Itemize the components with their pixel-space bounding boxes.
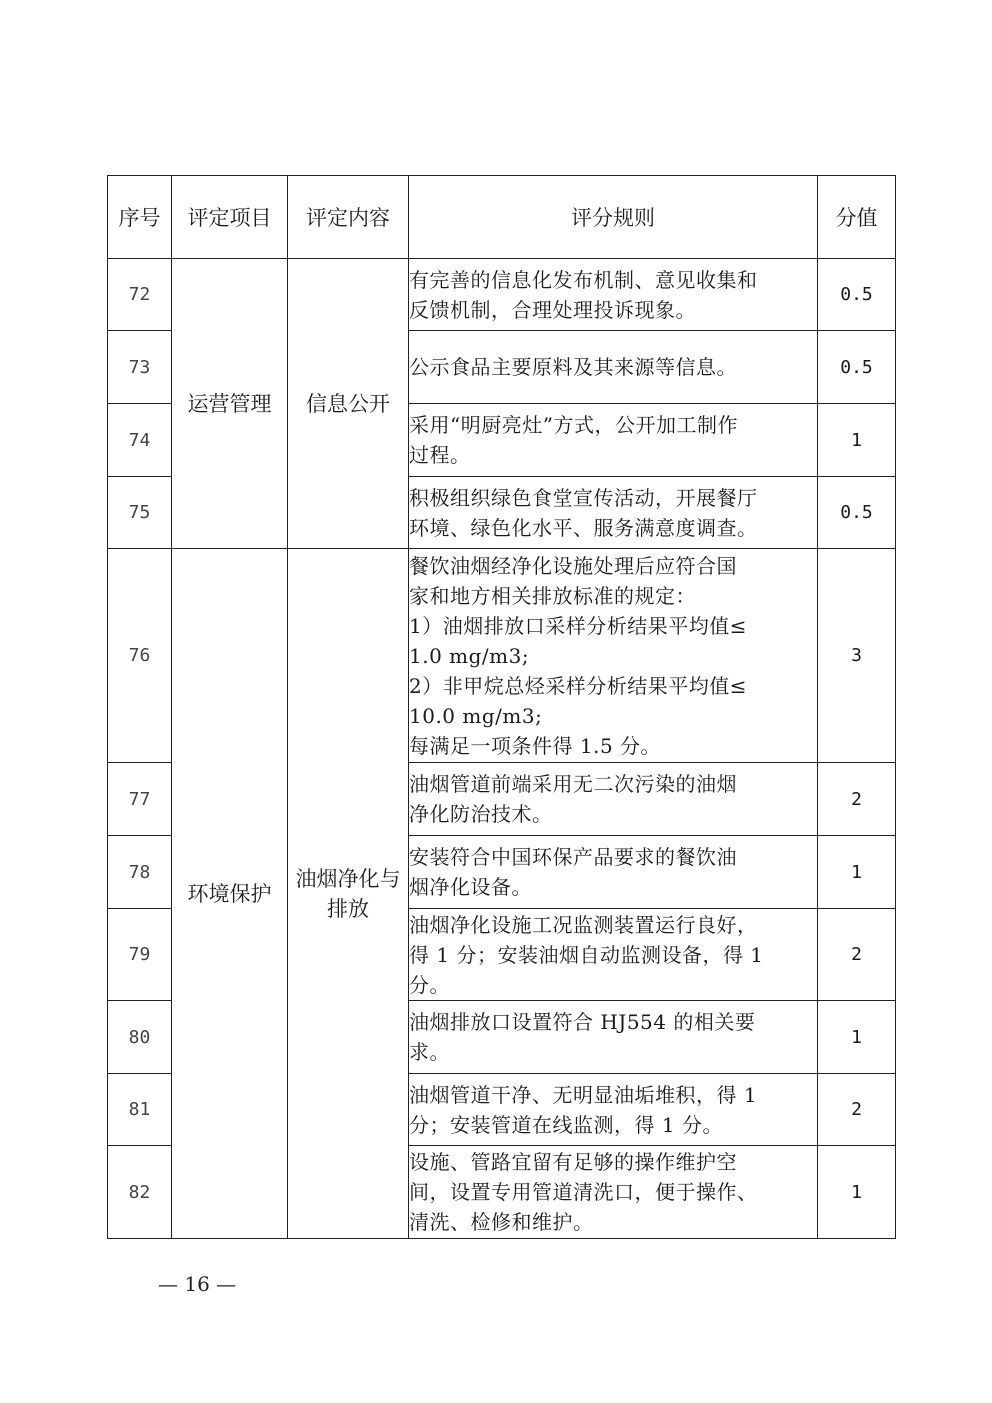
row-seq: 75 bbox=[108, 477, 172, 549]
row-seq: 74 bbox=[108, 404, 172, 477]
group-content: 信息公开 bbox=[288, 259, 409, 549]
rule-line: 1）油烟排放口采样分析结果平均值≤ bbox=[409, 613, 747, 638]
rule-line: 油烟管道干净、无明显油垢堆积，得 1 bbox=[409, 1082, 758, 1107]
row-score: 0.5 bbox=[818, 331, 896, 404]
header-rules: 评分规则 bbox=[409, 176, 818, 259]
table-row bbox=[108, 549, 896, 763]
row-score: 2 bbox=[818, 763, 896, 836]
rule-line: 安装符合中国环保产品要求的餐饮油 bbox=[409, 845, 737, 869]
row-rule bbox=[409, 763, 818, 836]
row-rule bbox=[409, 477, 818, 549]
row-seq: 82 bbox=[108, 1146, 172, 1239]
rule-line: 公示食品主要原料及其来源等信息。 bbox=[409, 355, 737, 379]
rule-line: 求。 bbox=[409, 1040, 450, 1064]
rule-line: 油烟净化设施工况监测装置运行良好， bbox=[409, 912, 758, 937]
row-score: 1 bbox=[818, 836, 896, 909]
rule-line: 分。 bbox=[409, 972, 450, 997]
page-number: — 16 — bbox=[158, 1272, 237, 1296]
rule-line: 净化防治技术。 bbox=[409, 802, 553, 826]
row-seq: 80 bbox=[108, 1001, 172, 1074]
row-score: 2 bbox=[818, 909, 896, 1001]
header-score: 分值 bbox=[818, 176, 896, 259]
rule-line: 得 1 分；安装油烟自动监测设备，得 1 bbox=[409, 942, 764, 967]
rule-line: 油烟管道前端采用无二次污染的油烟 bbox=[409, 772, 737, 796]
rule-line: 间，设置专用管道清洗口，便于操作、 bbox=[409, 1180, 758, 1204]
rule-line: 1.0 mg/m3; bbox=[409, 643, 530, 668]
rule-line: 过程。 bbox=[409, 443, 471, 467]
row-rule bbox=[409, 331, 818, 404]
rule-line: 2）非甲烷总烃采样分析结果平均值≤ bbox=[409, 673, 747, 698]
rule-line: 烟净化设备。 bbox=[409, 875, 532, 899]
row-score: 0.5 bbox=[818, 477, 896, 549]
row-rule bbox=[409, 259, 818, 331]
row-rule bbox=[409, 1074, 818, 1146]
row-score: 1 bbox=[818, 1001, 896, 1074]
rule-line: 积极组织绿色食堂宣传活动，开展餐厅 bbox=[409, 485, 758, 510]
group-item: 环境保护 bbox=[172, 549, 288, 1239]
rule-line: 油烟排放口设置符合 HJ554 的相关要 bbox=[409, 1010, 756, 1034]
header-content: 评定内容 bbox=[288, 176, 409, 259]
row-score: 2 bbox=[818, 1074, 896, 1146]
row-seq: 76 bbox=[108, 549, 172, 763]
row-rule bbox=[409, 549, 818, 763]
group-content: 油烟净化与排放 bbox=[288, 549, 409, 1239]
row-seq: 81 bbox=[108, 1074, 172, 1146]
rule-line: 分；安装管道在线监测，得 1 分。 bbox=[409, 1112, 723, 1137]
row-seq: 77 bbox=[108, 763, 172, 836]
row-score: 3 bbox=[818, 549, 896, 763]
row-seq: 73 bbox=[108, 331, 172, 404]
rule-line: 有完善的信息化发布机制、意见收集和 bbox=[409, 267, 758, 292]
rule-line: 10.0 mg/m3; bbox=[409, 703, 543, 728]
rule-line: 采用“明厨亮灶”方式，公开加工制作 bbox=[409, 413, 738, 437]
row-seq: 79 bbox=[108, 909, 172, 1001]
rule-line: 反馈机制，合理处理投诉现象。 bbox=[409, 297, 696, 322]
row-rule bbox=[409, 404, 818, 477]
row-seq: 78 bbox=[108, 836, 172, 909]
rule-line: 设施、管路宜留有足够的操作维护空 bbox=[409, 1150, 737, 1174]
header-seq: 序号 bbox=[108, 176, 172, 259]
rule-line: 餐饮油烟经净化设施处理后应符合国 bbox=[409, 553, 737, 578]
rubric-table bbox=[107, 175, 896, 1239]
rubric-body bbox=[108, 259, 896, 1239]
group-item: 运营管理 bbox=[172, 259, 288, 549]
row-rule bbox=[409, 1001, 818, 1074]
row-rule bbox=[409, 1146, 818, 1239]
header-item: 评定项目 bbox=[172, 176, 288, 259]
row-rule bbox=[409, 909, 818, 1001]
rule-line: 家和地方相关排放标准的规定： bbox=[409, 583, 696, 608]
rule-line: 环境、绿色化水平、服务满意度调查。 bbox=[409, 515, 758, 540]
rule-line: 每满足一项条件得 1.5 分。 bbox=[409, 733, 662, 758]
rule-line: 清洗、检修和维护。 bbox=[409, 1210, 594, 1234]
header-row bbox=[108, 176, 896, 259]
row-score: 0.5 bbox=[818, 259, 896, 331]
row-seq: 72 bbox=[108, 259, 172, 331]
row-score: 1 bbox=[818, 404, 896, 477]
row-rule bbox=[409, 836, 818, 909]
table-row bbox=[108, 259, 896, 331]
row-score: 1 bbox=[818, 1146, 896, 1239]
